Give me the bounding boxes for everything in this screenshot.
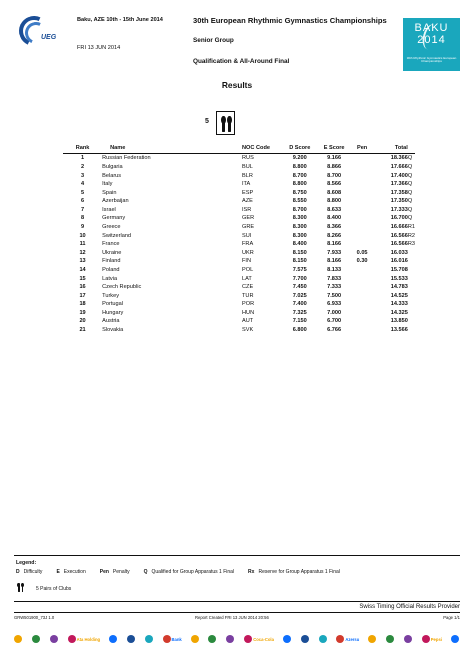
pen-cell <box>350 214 375 223</box>
noc-cell: SVK <box>242 326 254 333</box>
e-score-cell: 8.566 <box>327 181 342 188</box>
baku-logo-line1: BAKU <box>414 22 449 34</box>
qualification-cell <box>408 292 415 301</box>
sponsor-logo <box>451 634 460 644</box>
e-score-cell: 6.933 <box>327 301 342 308</box>
total-cell: 13.850 <box>390 318 408 325</box>
sponsor-mark-icon <box>109 635 117 643</box>
noc-cell: AZE <box>242 198 253 205</box>
sponsor-mark-icon <box>127 635 135 643</box>
phase-title: Qualification & All-Around Final <box>193 58 290 65</box>
baku-2014-logo <box>403 18 460 71</box>
col-name: Name <box>110 145 126 151</box>
noc-cell: HUN <box>242 309 255 316</box>
qualification-cell: Q <box>407 155 413 162</box>
e-score-cell: 8.133 <box>327 266 342 273</box>
noc-cell: SUI <box>242 232 252 239</box>
legend-item <box>144 569 234 575</box>
table-row <box>63 206 415 215</box>
sponsor-mark-icon <box>283 635 291 643</box>
d-score-cell: 8.300 <box>292 232 307 239</box>
sponsor-mark-icon <box>404 635 412 643</box>
legend-label: Penalty <box>112 569 130 575</box>
e-score-cell: 8.166 <box>327 258 342 265</box>
sponsor-logo <box>244 634 274 644</box>
sponsor-logo <box>68 634 101 644</box>
pen-cell <box>350 292 375 301</box>
table-row <box>63 275 415 284</box>
table-row <box>63 292 415 301</box>
legend-key: E <box>56 569 60 575</box>
qualification-cell: Q <box>407 206 413 213</box>
sponsor-name: Pepsi <box>430 636 442 642</box>
sponsor-mark-icon <box>368 635 376 643</box>
rank-cell: 6 <box>81 198 85 205</box>
table-row <box>63 214 415 223</box>
d-score-cell: 8.300 <box>292 215 307 222</box>
pen-cell <box>350 283 375 292</box>
d-score-cell: 7.450 <box>292 284 307 291</box>
clubs-icon <box>16 582 25 594</box>
d-score-cell: 8.150 <box>292 258 307 265</box>
total-cell: 14.325 <box>390 309 408 316</box>
qualification-cell: Q <box>407 163 413 170</box>
e-score-cell: 7.833 <box>327 275 342 282</box>
table-row <box>63 257 415 266</box>
sponsor-logo <box>127 634 136 644</box>
table-row <box>63 172 415 181</box>
total-cell: 15.708 <box>390 266 408 273</box>
pen-cell <box>350 154 375 163</box>
rank-cell: 19 <box>79 309 86 316</box>
legend-label: Qualified for Group Apparatus 1 Final <box>151 569 235 575</box>
table-row <box>63 240 415 249</box>
name-cell: Slovakia <box>102 326 124 333</box>
name-cell: Latvia <box>102 275 118 282</box>
sponsor-mark-icon <box>422 635 430 643</box>
total-cell: 16.566 <box>390 241 408 248</box>
e-score-cell: 8.866 <box>327 163 342 170</box>
d-score-cell: 7.150 <box>292 318 307 325</box>
qualification-cell <box>408 300 415 309</box>
noc-cell: ITA <box>242 181 251 188</box>
rank-cell: 13 <box>79 258 86 265</box>
sponsor-logo <box>145 634 154 644</box>
name-cell: Belarus <box>102 172 122 179</box>
results-body <box>63 154 415 335</box>
legend-key: Q <box>143 569 148 575</box>
col-pen: Pen <box>356 145 368 151</box>
club-shape <box>22 583 24 592</box>
legend-item <box>100 569 130 575</box>
e-score-cell: 8.700 <box>327 172 342 179</box>
sponsor-mark-icon <box>14 635 22 643</box>
rank-cell: 21 <box>79 326 86 333</box>
d-score-cell: 7.700 <box>292 275 307 282</box>
sponsor-strip <box>14 630 460 648</box>
rank-cell: 3 <box>81 172 85 179</box>
qualification-cell: R3 <box>407 241 415 248</box>
col-noc: NOC Code <box>242 145 270 151</box>
table-row <box>63 300 415 309</box>
legend-items <box>16 569 354 575</box>
results-table <box>63 145 415 335</box>
name-cell: Poland <box>102 266 120 273</box>
name-cell: Austria <box>102 318 120 325</box>
pen-cell <box>350 275 375 284</box>
name-cell: Czech Republic <box>102 284 142 291</box>
baku-logo-line2: 2014 <box>417 34 446 46</box>
d-score-cell: 8.700 <box>292 172 307 179</box>
championship-title: 30th European Rhythmic Gymnastics Championships <box>193 16 387 25</box>
table-row <box>63 154 415 163</box>
rank-cell: 18 <box>79 301 86 308</box>
sponsor-mark-icon <box>336 635 344 643</box>
table-row <box>63 266 415 275</box>
table-row <box>63 317 415 326</box>
noc-cell: BLR <box>242 172 253 179</box>
rank-cell: 12 <box>79 249 86 256</box>
report-created: Report Created FRI 13 JUN 2014 20:56 <box>195 615 269 620</box>
pen-cell <box>350 206 375 215</box>
qualification-cell <box>408 326 415 335</box>
ueg-logo <box>13 14 63 50</box>
d-score-cell: 7.025 <box>292 292 307 299</box>
d-score-cell: 8.400 <box>292 241 307 248</box>
total-cell: 14.333 <box>390 301 408 308</box>
table-row <box>63 232 415 241</box>
rank-cell: 15 <box>79 275 86 282</box>
pen-cell <box>350 240 375 249</box>
rank-cell: 9 <box>81 224 85 231</box>
noc-cell: POR <box>242 301 255 308</box>
sponsor-name: Bank <box>171 636 182 642</box>
e-score-cell: 6.700 <box>327 318 342 325</box>
rank-cell: 7 <box>81 206 85 213</box>
results-header-row <box>63 145 415 154</box>
sponsor-mark-icon <box>32 635 40 643</box>
d-score-cell: 7.325 <box>292 309 307 316</box>
qualification-cell <box>408 249 415 258</box>
d-score-cell: 7.575 <box>292 266 307 273</box>
qualification-cell: Q <box>407 172 413 179</box>
results-provider: Swiss Timing Official Results Provider <box>359 604 460 610</box>
rank-cell: 1 <box>81 155 85 162</box>
pen-cell <box>350 326 375 335</box>
table-row <box>63 180 415 189</box>
d-score-cell: 7.400 <box>292 301 307 308</box>
sponsor-logo <box>14 634 23 644</box>
results-title: Results <box>221 80 253 90</box>
pen-cell <box>350 180 375 189</box>
qualification-cell <box>408 309 415 318</box>
sponsor-mark-icon <box>191 635 199 643</box>
table-row <box>63 326 415 335</box>
qualification-cell: R1 <box>407 224 415 231</box>
e-score-cell: 6.766 <box>327 326 342 333</box>
legend-title: Legend: <box>16 560 37 566</box>
rank-cell: 5 <box>81 189 85 196</box>
total-cell: 17.333 <box>390 206 408 213</box>
pen-cell <box>350 232 375 241</box>
noc-cell: CZE <box>242 284 254 291</box>
sponsor-logo <box>191 634 200 644</box>
sponsor-mark-icon <box>301 635 309 643</box>
e-score-cell: 8.166 <box>327 241 342 248</box>
total-cell: 14.525 <box>390 292 408 299</box>
legend-label: Execution <box>63 569 86 575</box>
club-shape <box>18 583 20 592</box>
table-row <box>63 223 415 232</box>
rank-cell: 17 <box>79 292 86 299</box>
e-score-cell: 7.933 <box>327 249 342 256</box>
noc-cell: POL <box>242 266 254 273</box>
sponsor-mark-icon <box>50 635 58 643</box>
club-shape <box>222 116 225 132</box>
total-cell: 17.350 <box>390 198 408 205</box>
report-code: GRW501900_73J 1.0 <box>14 615 55 620</box>
name-cell: France <box>102 241 120 248</box>
report-date: FRI 13 JUN 2014 <box>77 45 121 51</box>
sponsor-logo <box>336 634 359 644</box>
qualification-cell <box>408 266 415 275</box>
sponsor-logo <box>109 634 118 644</box>
pen-cell <box>350 223 375 232</box>
sponsor-logo <box>226 634 235 644</box>
qualification-cell: Q <box>407 181 413 188</box>
table-row <box>63 197 415 206</box>
sponsor-mark-icon <box>244 635 252 643</box>
d-score-cell: 8.300 <box>292 224 307 231</box>
sponsor-mark-icon <box>319 635 327 643</box>
pen-cell <box>350 163 375 172</box>
pen-cell: 0.05 <box>356 249 368 256</box>
col-rank: Rank <box>75 145 90 151</box>
noc-cell: RUS <box>242 155 254 162</box>
e-score-cell: 8.266 <box>327 232 342 239</box>
sponsor-logo <box>50 634 59 644</box>
ueg-logo-text: UEG <box>41 34 57 41</box>
e-score-cell: 7.500 <box>327 292 342 299</box>
sponsor-logo <box>301 634 310 644</box>
qualification-cell: Q <box>407 198 413 205</box>
name-cell: Portugal <box>102 301 123 308</box>
e-score-cell: 7.000 <box>327 309 342 316</box>
pen-cell <box>350 309 375 318</box>
noc-cell: GER <box>242 215 255 222</box>
pen-cell <box>350 197 375 206</box>
sponsor-name: Coca-Cola <box>253 636 274 642</box>
legend-key: Pen <box>99 569 109 575</box>
sponsor-logo <box>163 634 182 644</box>
group-title: Senior Group <box>193 37 234 44</box>
rank-cell: 10 <box>79 232 86 239</box>
qualification-cell: Q <box>407 215 413 222</box>
sponsor-mark-icon <box>386 635 394 643</box>
table-row <box>63 309 415 318</box>
legend-key: Rx <box>248 569 255 575</box>
noc-cell: GRE <box>242 224 255 231</box>
sponsor-logo <box>283 634 292 644</box>
rank-cell: 8 <box>81 215 85 222</box>
col-d-score: D Score <box>289 145 311 151</box>
total-cell: 17.400 <box>390 172 408 179</box>
name-cell: Hungary <box>102 309 124 316</box>
footer-divider <box>14 612 460 613</box>
rank-cell: 14 <box>79 266 86 273</box>
sponsor-logo <box>404 634 413 644</box>
noc-cell: UKR <box>242 249 254 256</box>
rank-cell: 16 <box>79 284 86 291</box>
table-row <box>63 283 415 292</box>
e-score-cell: 8.400 <box>327 215 342 222</box>
col-qualification <box>408 145 415 154</box>
d-score-cell: 8.700 <box>292 206 307 213</box>
qualification-cell <box>408 317 415 326</box>
noc-cell: ISR <box>242 206 252 213</box>
d-score-cell: 8.150 <box>292 249 307 256</box>
qualification-cell: R2 <box>407 232 415 239</box>
qualification-cell: Q <box>407 189 413 196</box>
name-cell: Azerbaijan <box>102 198 129 205</box>
sponsor-mark-icon <box>226 635 234 643</box>
name-cell: Turkey <box>102 292 120 299</box>
sponsor-logo <box>32 634 41 644</box>
legend-apparatus-label: 5 Pairs of Clubs <box>36 586 72 592</box>
name-cell: Italy <box>102 181 113 188</box>
report-header <box>0 0 474 70</box>
total-cell: 16.566 <box>390 232 408 239</box>
d-score-cell: 8.800 <box>292 163 307 170</box>
qualification-cell <box>408 257 415 266</box>
rank-cell: 20 <box>79 318 86 325</box>
name-cell: Switzerland <box>102 232 132 239</box>
sponsor-name: Azersu <box>345 636 360 642</box>
name-cell: Ukraine <box>102 249 122 256</box>
sponsor-mark-icon <box>145 635 153 643</box>
sponsor-mark-icon <box>208 635 216 643</box>
table-row <box>63 189 415 198</box>
total-cell: 17.358 <box>390 189 408 196</box>
legend-box <box>14 555 460 602</box>
rank-cell: 11 <box>79 241 86 248</box>
total-cell: 17.666 <box>390 163 408 170</box>
qualification-cell <box>408 275 415 284</box>
qualification-cell <box>408 283 415 292</box>
total-cell: 17.366 <box>390 181 408 188</box>
noc-cell: FIN <box>242 258 252 265</box>
club-shape <box>228 116 231 132</box>
rank-cell: 2 <box>81 163 85 170</box>
noc-cell: TUR <box>242 292 254 299</box>
name-cell: Russian Federation <box>102 155 151 162</box>
total-cell: 16.033 <box>390 249 408 256</box>
e-score-cell: 8.608 <box>327 189 342 196</box>
table-row <box>63 249 415 258</box>
total-cell: 13.566 <box>390 326 408 333</box>
sponsor-mark-icon <box>451 635 459 643</box>
sponsor-logo <box>208 634 217 644</box>
e-score-cell: 8.633 <box>327 206 342 213</box>
noc-cell: BUL <box>242 163 253 170</box>
name-cell: Bulgaria <box>102 163 123 170</box>
sponsor-mark-icon <box>68 635 76 643</box>
name-cell: Israel <box>102 206 116 213</box>
noc-cell: ESP <box>242 189 254 196</box>
d-score-cell: 8.750 <box>292 189 307 196</box>
col-e-score: E Score <box>323 145 345 151</box>
e-score-cell: 9.166 <box>327 155 342 162</box>
total-cell: 16.016 <box>390 258 408 265</box>
legend-key: D <box>16 569 20 575</box>
name-cell: Greece <box>102 224 121 231</box>
baku-logo-line3: 30th Rhythmic Gymnastics European Championships <box>406 56 457 64</box>
total-cell: 15.533 <box>390 275 408 282</box>
d-score-cell: 8.550 <box>292 198 307 205</box>
sponsor-logo <box>368 634 377 644</box>
total-cell: 16.666 <box>390 224 408 231</box>
pen-cell <box>350 189 375 198</box>
e-score-cell: 8.800 <box>327 198 342 205</box>
col-total: Total <box>394 145 408 151</box>
noc-cell: LAT <box>242 275 252 282</box>
d-score-cell: 9.200 <box>292 155 307 162</box>
d-score-cell: 8.800 <box>292 181 307 188</box>
sponsor-logo <box>422 634 442 644</box>
legend-label: Reserve for Group Apparatus 1 Final <box>258 569 340 575</box>
rank-cell: 4 <box>81 181 85 188</box>
sponsor-logo <box>319 634 328 644</box>
total-cell: 16.700 <box>390 215 408 222</box>
pen-cell <box>350 300 375 309</box>
name-cell: Germany <box>102 215 126 222</box>
legend-item <box>56 569 85 575</box>
e-score-cell: 7.333 <box>327 284 342 291</box>
name-cell: Finland <box>102 258 121 265</box>
name-cell: Spain <box>102 189 117 196</box>
table-row <box>63 163 415 172</box>
noc-cell: AUT <box>242 318 254 325</box>
d-score-cell: 6.800 <box>292 326 307 333</box>
clubs-icon <box>216 111 235 135</box>
total-cell: 18.366 <box>390 155 408 162</box>
e-score-cell: 8.366 <box>327 224 342 231</box>
pen-cell <box>350 172 375 181</box>
legend-item <box>16 569 42 575</box>
pen-cell <box>350 266 375 275</box>
venue-text: Baku, AZE 10th - 15th June 2014 <box>77 17 163 23</box>
sponsor-name: Ata Holding <box>76 636 101 642</box>
legend-label: Difficulty <box>23 569 43 575</box>
sponsor-logo <box>386 634 395 644</box>
noc-cell: FRA <box>242 241 254 248</box>
pen-cell <box>350 317 375 326</box>
total-cell: 14.783 <box>390 284 408 291</box>
sponsor-mark-icon <box>163 635 171 643</box>
pen-cell: 0.30 <box>356 258 368 265</box>
page-number: Page 1/1 <box>443 615 460 620</box>
apparatus-number: 5 <box>205 118 209 125</box>
legend-item <box>248 569 340 575</box>
